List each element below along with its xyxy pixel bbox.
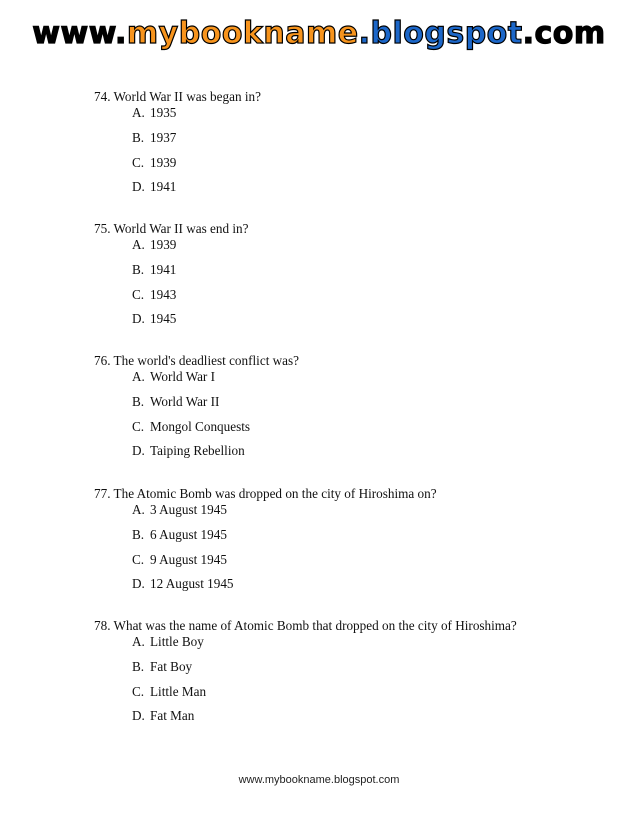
option-letter: C.: [132, 683, 145, 699]
option-b: [132, 659, 638, 675]
option-letter: B.: [132, 526, 145, 542]
option-letter: A.: [132, 634, 145, 649]
banner-www: www.: [32, 16, 127, 51]
option-letter: B.: [132, 393, 145, 409]
page-footer: www.mybookname.blogspot.com: [238, 774, 400, 786]
option-c: [132, 419, 638, 435]
option-text: 1937: [150, 129, 177, 145]
option-d: [132, 708, 638, 724]
option-text: 9 August 1945: [150, 551, 227, 567]
option-text: Fat Boy: [150, 658, 193, 674]
question-text: 78. What was the name of Atomic Bomb that dropped on the city of Hiroshima?: [94, 618, 517, 633]
question-text: 74. World War II was began in?: [94, 89, 261, 104]
question-76: [94, 353, 614, 468]
option-text: Little Boy: [150, 634, 204, 649]
option-a: [132, 369, 638, 385]
option-c: [132, 552, 638, 568]
option-b: [132, 262, 638, 278]
option-letter: D.: [132, 576, 145, 592]
option-letter: A.: [132, 105, 145, 120]
option-text: 1939: [150, 154, 177, 170]
option-d: [132, 311, 638, 327]
option-letter: C.: [132, 551, 145, 567]
option-a: [132, 237, 638, 253]
option-text: 1943: [150, 286, 177, 302]
option-letter: D.: [132, 443, 145, 459]
option-text: 1939: [150, 237, 177, 252]
option-letter: A.: [132, 369, 145, 384]
option-text: 12 August 1945: [150, 576, 234, 592]
banner-blogspot: .blogspot: [358, 16, 523, 51]
option-text: Taiping Rebellion: [150, 443, 245, 459]
option-letter: A.: [132, 502, 145, 517]
banner-mybookname: mybookname: [126, 16, 359, 51]
option-letter: C.: [132, 418, 145, 434]
question-78: [94, 618, 614, 733]
option-text: 1941: [150, 261, 177, 277]
option-letter: C.: [132, 286, 145, 302]
question-text: 76. The world's deadliest conflict was?: [94, 353, 300, 368]
option-a: [132, 105, 638, 121]
option-text: 1945: [150, 311, 177, 327]
option-d: [132, 576, 638, 592]
option-text: 6 August 1945: [150, 526, 227, 542]
option-c: [132, 287, 638, 303]
option-d: [132, 443, 638, 459]
option-b: [132, 130, 638, 146]
option-text: Fat Man: [150, 708, 195, 724]
option-text: 1941: [150, 179, 177, 195]
option-c: [132, 155, 638, 171]
question-77: [94, 486, 614, 601]
option-letter: C.: [132, 154, 145, 170]
question-74: [94, 89, 614, 204]
option-letter: A.: [132, 237, 145, 252]
option-text: 1935: [150, 105, 177, 120]
option-letter: B.: [132, 129, 145, 145]
option-a: [132, 634, 638, 650]
option-text: Little Man: [150, 683, 207, 699]
option-a: [132, 502, 638, 518]
site-banner: [0, 12, 638, 60]
option-letter: D.: [132, 311, 145, 327]
option-text: 3 August 1945: [150, 502, 227, 517]
option-b: [132, 527, 638, 543]
question-text: 77. The Atomic Bomb was dropped on the city of Hiroshima on?: [94, 486, 437, 501]
option-d: [132, 179, 638, 195]
question-75: [94, 221, 614, 336]
option-text: Mongol Conquests: [150, 418, 251, 434]
option-b: [132, 394, 638, 410]
option-text: World War I: [150, 369, 216, 384]
banner-com: .com: [522, 16, 606, 51]
option-letter: B.: [132, 261, 145, 277]
option-letter: B.: [132, 658, 145, 674]
option-letter: D.: [132, 179, 145, 195]
question-text: 75. World War II was end in?: [94, 221, 249, 236]
option-text: World War II: [150, 393, 220, 409]
option-letter: D.: [132, 708, 145, 724]
option-c: [132, 684, 638, 700]
